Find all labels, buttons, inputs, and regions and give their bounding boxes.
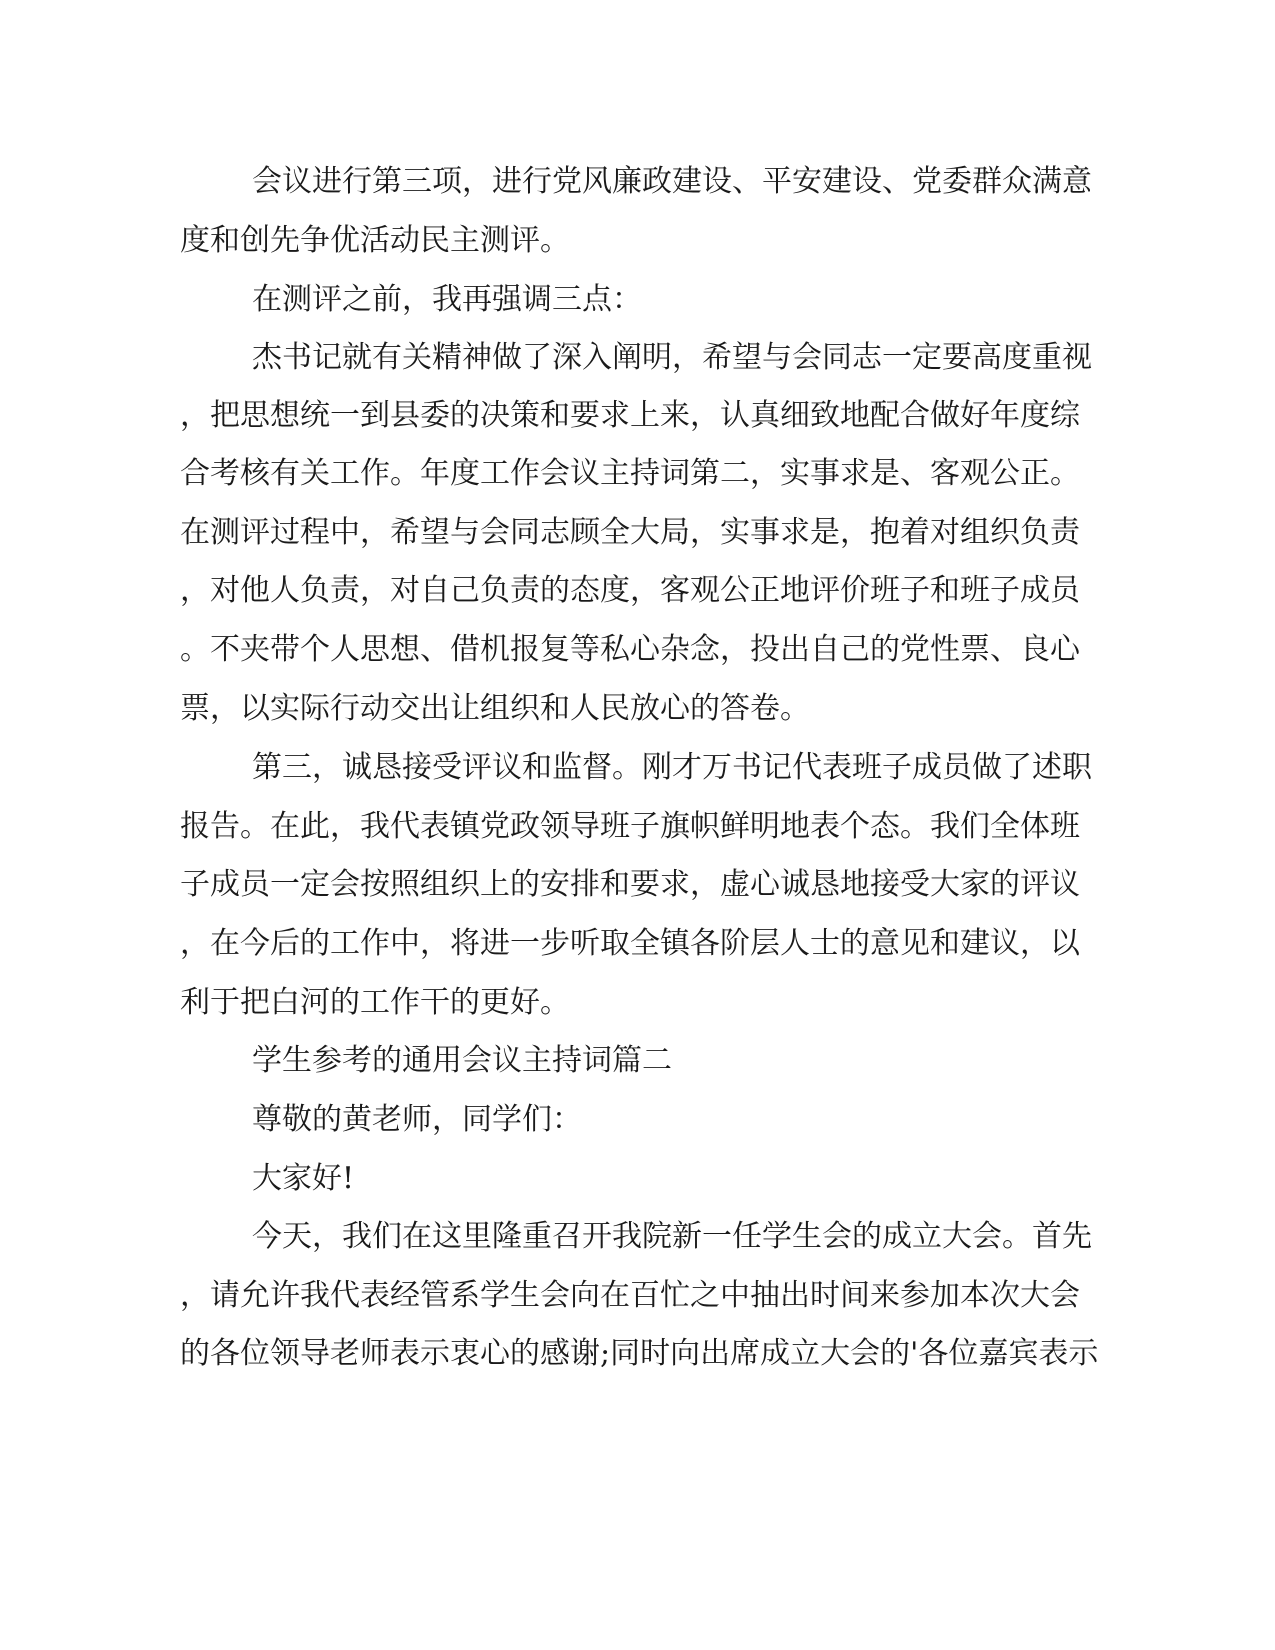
text-line: ，把思想统一到县委的决策和要求上来，认真细致地配合做好年度综	[180, 398, 1080, 433]
text-line: ，请允许我代表经管系学生会向在百忙之中抽出时间来参加本次大会	[180, 1278, 1080, 1313]
text-line: ，对他人负责，对自己负责的态度，客观公正地评价班子和班子成员	[180, 573, 1080, 608]
text-line: 票，以实际行动交出让组织和人民放心的答卷。	[180, 691, 810, 726]
text-line: 度和创先争优活动民主测评。	[180, 223, 570, 258]
text-line: 杰书记就有关精神做了深入阐明，希望与会同志一定要高度重视	[252, 340, 1092, 375]
text-line: 会议进行第三项，进行党风廉政建设、平安建设、党委群众满意	[252, 164, 1092, 199]
text-line: 在测评过程中，希望与会同志顾全大局，实事求是，抱着对组织负责	[180, 515, 1080, 550]
text-line: 第三，诚恳接受评议和监督。刚才万书记代表班子成员做了述职	[252, 750, 1092, 785]
text-line: 子成员一定会按照组织上的安排和要求，虚心诚恳地接受大家的评议	[180, 867, 1080, 902]
text-line: 。不夹带个人思想、借机报复等私心杂念，投出自己的党性票、良心	[180, 632, 1080, 667]
section-heading: 学生参考的通用会议主持词篇二	[252, 1043, 672, 1078]
text-line: ，在今后的工作中，将进一步听取全镇各阶层人士的意见和建议，以	[180, 926, 1080, 961]
text-line: 利于把白河的工作干的更好。	[180, 985, 570, 1020]
text-line: 合考核有关工作。年度工作会议主持词第二，实事求是、客观公正。	[180, 456, 1080, 491]
greeting: 大家好!	[252, 1161, 355, 1196]
salutation: 尊敬的黄老师，同学们：	[252, 1102, 582, 1137]
text-line: 今天，我们在这里隆重召开我院新一任学生会的成立大会。首先	[252, 1219, 1092, 1254]
text-line: 的各位领导老师表示衷心的感谢;同时向出席成立大会的'各位嘉宾表示	[180, 1336, 1099, 1371]
text-line: 在测评之前，我再强调三点：	[252, 282, 642, 317]
text-line: 报告。在此，我代表镇党政领导班子旗帜鲜明地表个态。我们全体班	[180, 809, 1080, 844]
